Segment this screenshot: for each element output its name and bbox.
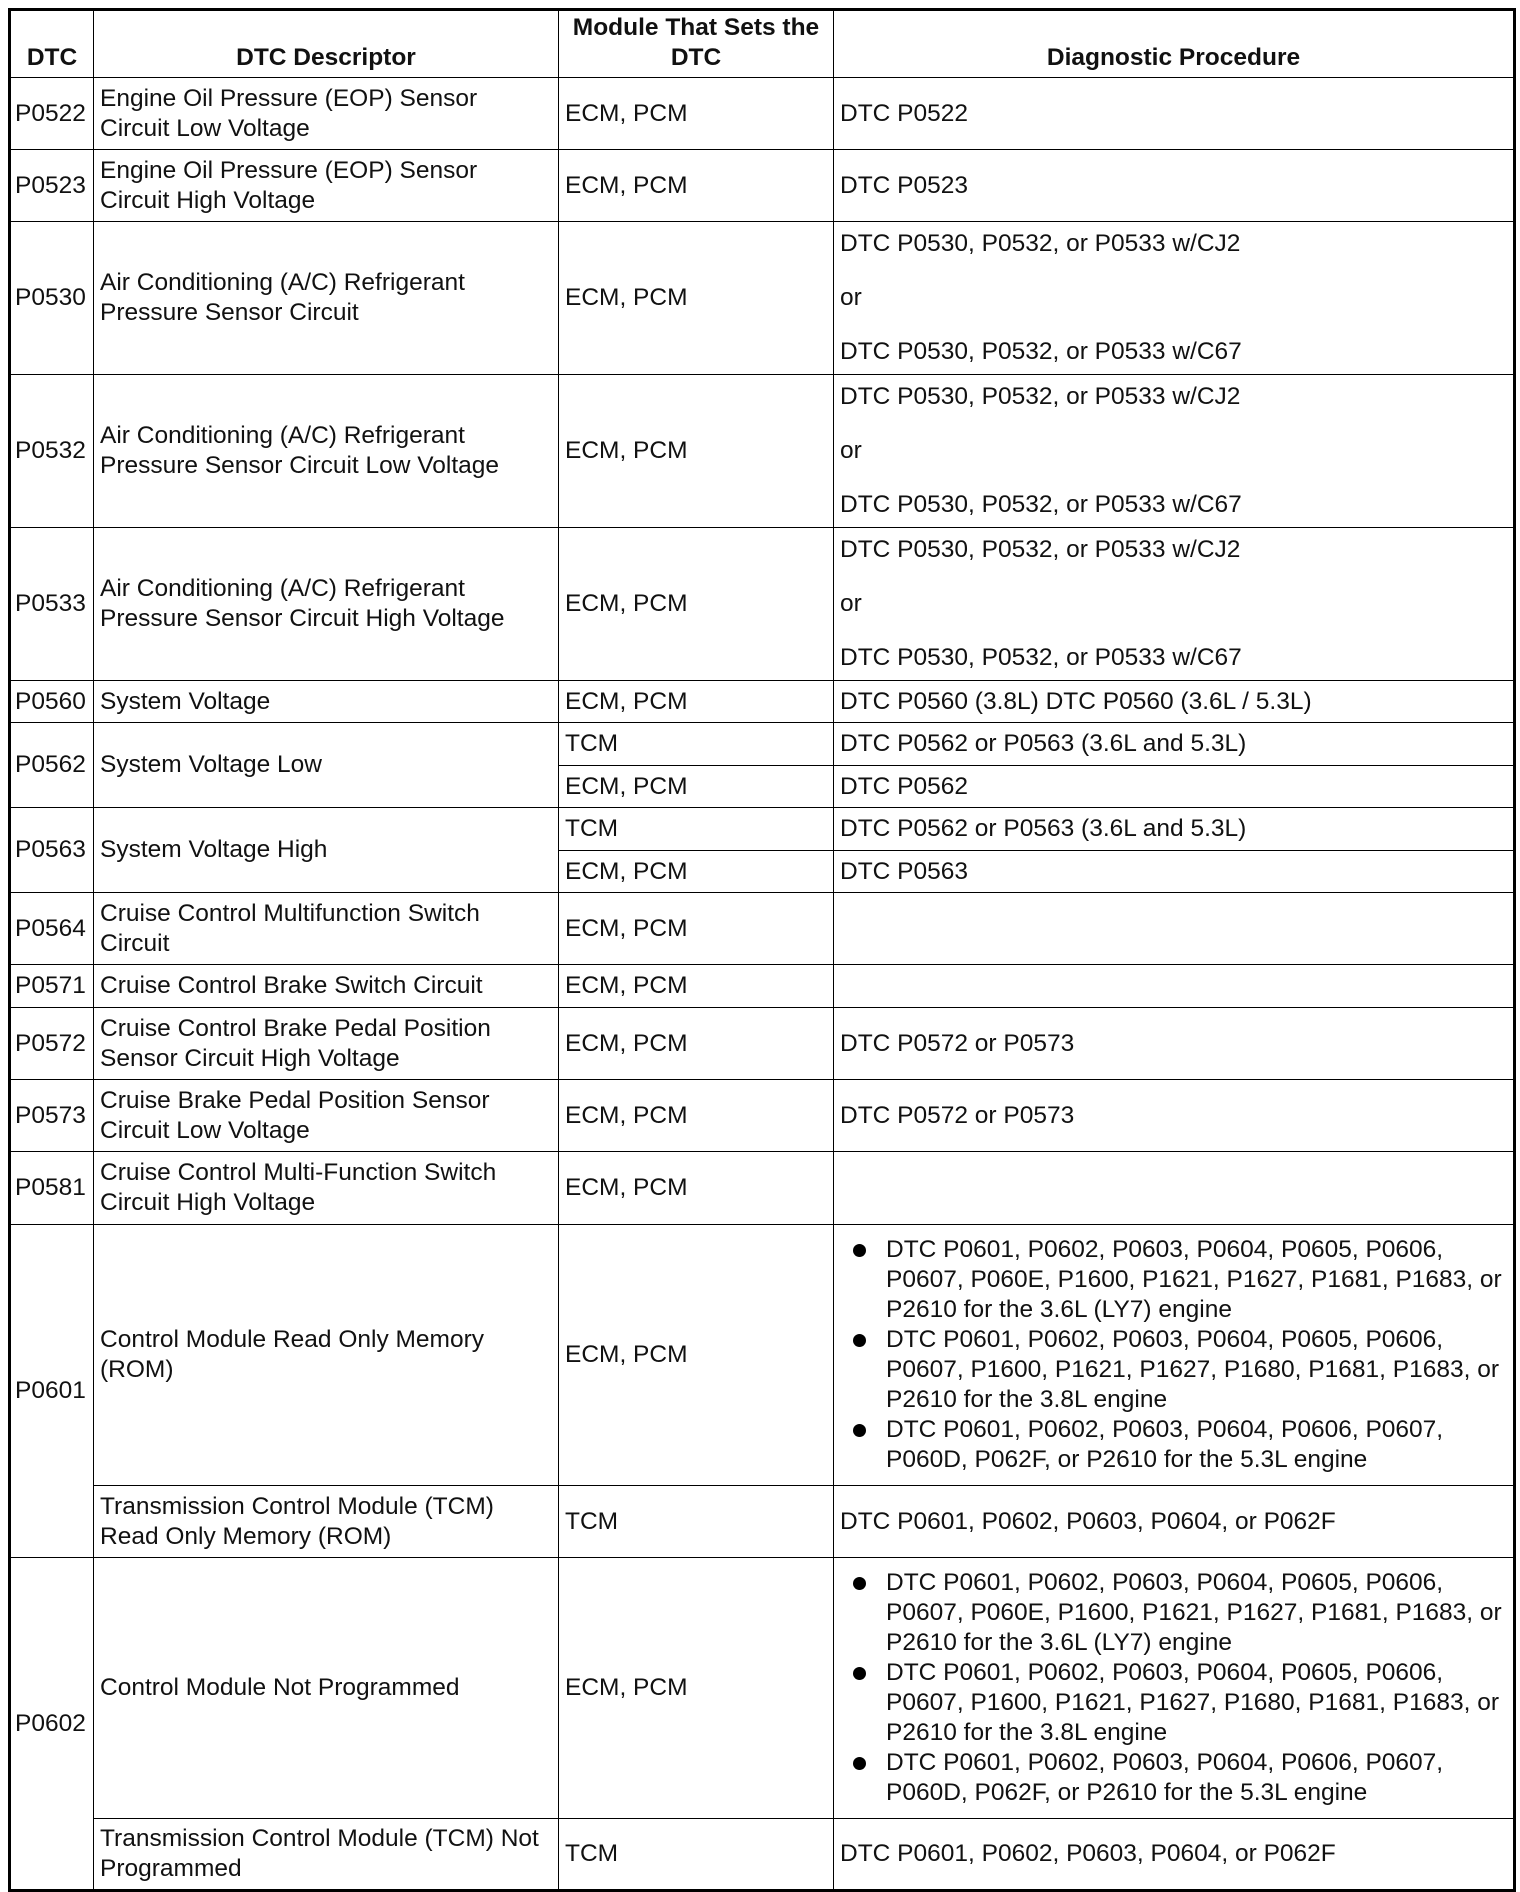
procedure-cell: DTC P0560 (3.8L) DTC P0560 (3.6L / 5.3L)	[834, 681, 1515, 723]
table-row	[10, 1225, 1515, 1486]
procedure-cell	[834, 375, 1515, 528]
list-item: DTC P0601, P0602, P0603, P0604, P0605, P0606, P0607, P060E, P1600, P1621, P1627, P1681, P1683, or P2610 for the 3.6L (LY7) engine	[886, 1235, 1507, 1325]
table-row	[10, 1080, 1515, 1152]
dtc-descriptor: Cruise Brake Pedal Position Sensor Circuit Low Voltage	[94, 1080, 559, 1152]
dtc-code: P0523	[10, 150, 94, 222]
dtc-code: P0530	[10, 222, 94, 375]
procedure-line: DTC P0530, P0532, or P0533 w/C67	[840, 644, 1242, 671]
module-cell: ECM, PCM	[559, 1008, 834, 1080]
dtc-code: P0533	[10, 528, 94, 681]
dtc-descriptor: System Voltage Low	[94, 723, 559, 808]
list-item: DTC P0601, P0602, P0603, P0604, P0606, P0607, P060D, P062F, or P2610 for the 5.3L engine	[886, 1748, 1507, 1808]
module-cell: ECM, PCM	[559, 851, 834, 893]
dtc-descriptor: Air Conditioning (A/C) Refrigerant Pressure Sensor Circuit Low Voltage	[94, 375, 559, 528]
table-row	[10, 965, 1515, 1008]
procedure-line: or	[840, 437, 862, 464]
module-cell: TCM	[559, 1486, 834, 1558]
procedure-cell	[834, 965, 1515, 1008]
procedure-cell: DTC P0601, P0602, P0603, P0604, or P062F	[834, 1819, 1515, 1891]
module-cell: TCM	[559, 1819, 834, 1891]
module-cell: ECM, PCM	[559, 681, 834, 723]
procedure-cell	[834, 1225, 1515, 1486]
procedure-line: DTC P0530, P0532, or P0533 w/CJ2	[840, 536, 1241, 563]
procedure-cell: DTC P0563	[834, 851, 1515, 893]
dtc-descriptor: Air Conditioning (A/C) Refrigerant Pressure Sensor Circuit	[94, 222, 559, 375]
table-row	[10, 1558, 1515, 1819]
dtc-table	[8, 8, 1516, 1892]
procedure-cell	[834, 528, 1515, 681]
dtc-code: P0602	[10, 1558, 94, 1891]
module-cell: ECM, PCM	[559, 222, 834, 375]
dtc-descriptor: System Voltage	[94, 681, 559, 723]
procedure-cell: DTC P0562 or P0563 (3.6L and 5.3L)	[834, 723, 1515, 766]
dtc-code: P0532	[10, 375, 94, 528]
procedure-cell: DTC P0522	[834, 78, 1515, 150]
dtc-descriptor: Cruise Control Multifunction Switch Circuit	[94, 893, 559, 965]
module-cell: ECM, PCM	[559, 1080, 834, 1152]
table-row	[10, 808, 1515, 851]
dtc-descriptor: Control Module Read Only Memory (ROM)	[94, 1225, 559, 1486]
procedure-cell: DTC P0572 or P0573	[834, 1008, 1515, 1080]
module-cell: ECM, PCM	[559, 893, 834, 965]
procedure-cell	[834, 1558, 1515, 1819]
module-cell: ECM, PCM	[559, 766, 834, 808]
dtc-descriptor: Control Module Not Programmed	[94, 1558, 559, 1819]
module-cell: TCM	[559, 723, 834, 766]
procedure-cell: DTC P0523	[834, 150, 1515, 222]
module-cell: ECM, PCM	[559, 528, 834, 681]
procedure-cell	[834, 222, 1515, 375]
module-cell: ECM, PCM	[559, 1558, 834, 1819]
table-row	[10, 150, 1515, 222]
procedure-line: DTC P0530, P0532, or P0533 w/CJ2	[840, 230, 1241, 257]
table-row	[10, 1152, 1515, 1225]
procedure-bullet-list	[840, 1568, 1507, 1808]
procedure-cell	[834, 893, 1515, 965]
procedure-bullet-list	[840, 1235, 1507, 1475]
procedure-line: or	[840, 590, 862, 617]
module-cell: ECM, PCM	[559, 78, 834, 150]
header-procedure: Diagnostic Procedure	[834, 10, 1515, 78]
dtc-descriptor: System Voltage High	[94, 808, 559, 893]
header-descriptor: DTC Descriptor	[94, 10, 559, 78]
table-row	[10, 893, 1515, 965]
module-cell: ECM, PCM	[559, 375, 834, 528]
dtc-descriptor: Cruise Control Multi-Function Switch Circuit High Voltage	[94, 1152, 559, 1225]
procedure-cell: DTC P0601, P0602, P0603, P0604, or P062F	[834, 1486, 1515, 1558]
dtc-descriptor: Engine Oil Pressure (EOP) Sensor Circuit Low Voltage	[94, 78, 559, 150]
dtc-code: P0563	[10, 808, 94, 893]
dtc-code: P0581	[10, 1152, 94, 1225]
table-row	[10, 1008, 1515, 1080]
dtc-descriptor: Transmission Control Module (TCM) Read Only Memory (ROM)	[94, 1486, 559, 1558]
module-cell: ECM, PCM	[559, 965, 834, 1008]
table-row	[10, 723, 1515, 766]
dtc-descriptor: Engine Oil Pressure (EOP) Sensor Circuit High Voltage	[94, 150, 559, 222]
procedure-line: or	[840, 284, 862, 311]
list-item: DTC P0601, P0602, P0603, P0604, P0605, P0606, P0607, P1600, P1621, P1627, P1680, P1681, P1683, or P2610 for the 3.8L engine	[886, 1325, 1507, 1415]
header-dtc: DTC	[10, 10, 94, 78]
dtc-code: P0601	[10, 1225, 94, 1558]
procedure-cell: DTC P0572 or P0573	[834, 1080, 1515, 1152]
list-item: DTC P0601, P0602, P0603, P0604, P0606, P0607, P060D, P062F, or P2610 for the 5.3L engine	[886, 1415, 1507, 1475]
table-row	[10, 1486, 1515, 1558]
module-cell: TCM	[559, 808, 834, 851]
dtc-code: P0573	[10, 1080, 94, 1152]
dtc-descriptor: Cruise Control Brake Pedal Position Sensor Circuit High Voltage	[94, 1008, 559, 1080]
dtc-descriptor: Transmission Control Module (TCM) Not Programmed	[94, 1819, 559, 1891]
table-row	[10, 1819, 1515, 1891]
list-item: DTC P0601, P0602, P0603, P0604, P0605, P0606, P0607, P1600, P1621, P1627, P1680, P1681, P1683, or P2610 for the 3.8L engine	[886, 1658, 1507, 1748]
dtc-descriptor: Cruise Control Brake Switch Circuit	[94, 965, 559, 1008]
procedure-line: DTC P0530, P0532, or P0533 w/C67	[840, 491, 1242, 518]
table-row	[10, 528, 1515, 681]
dtc-code: P0571	[10, 965, 94, 1008]
procedure-line: DTC P0530, P0532, or P0533 w/C67	[840, 338, 1242, 365]
header-module: Module That Sets the DTC	[559, 10, 834, 78]
dtc-code: P0560	[10, 681, 94, 723]
dtc-descriptor: Air Conditioning (A/C) Refrigerant Pressure Sensor Circuit High Voltage	[94, 528, 559, 681]
procedure-cell	[834, 1152, 1515, 1225]
dtc-code: P0572	[10, 1008, 94, 1080]
dtc-code: P0562	[10, 723, 94, 808]
list-item: DTC P0601, P0602, P0603, P0604, P0605, P0606, P0607, P060E, P1600, P1621, P1627, P1681, P1683, or P2610 for the 3.6L (LY7) engine	[886, 1568, 1507, 1658]
table-row	[10, 681, 1515, 723]
module-cell: ECM, PCM	[559, 1225, 834, 1486]
procedure-line: DTC P0530, P0532, or P0533 w/CJ2	[840, 383, 1241, 410]
table-row	[10, 78, 1515, 150]
procedure-cell: DTC P0562	[834, 766, 1515, 808]
module-cell: ECM, PCM	[559, 1152, 834, 1225]
table-row	[10, 375, 1515, 528]
module-cell: ECM, PCM	[559, 150, 834, 222]
dtc-code: P0564	[10, 893, 94, 965]
procedure-cell: DTC P0562 or P0563 (3.6L and 5.3L)	[834, 808, 1515, 851]
table-row	[10, 222, 1515, 375]
dtc-code: P0522	[10, 78, 94, 150]
header-row	[10, 10, 1515, 78]
